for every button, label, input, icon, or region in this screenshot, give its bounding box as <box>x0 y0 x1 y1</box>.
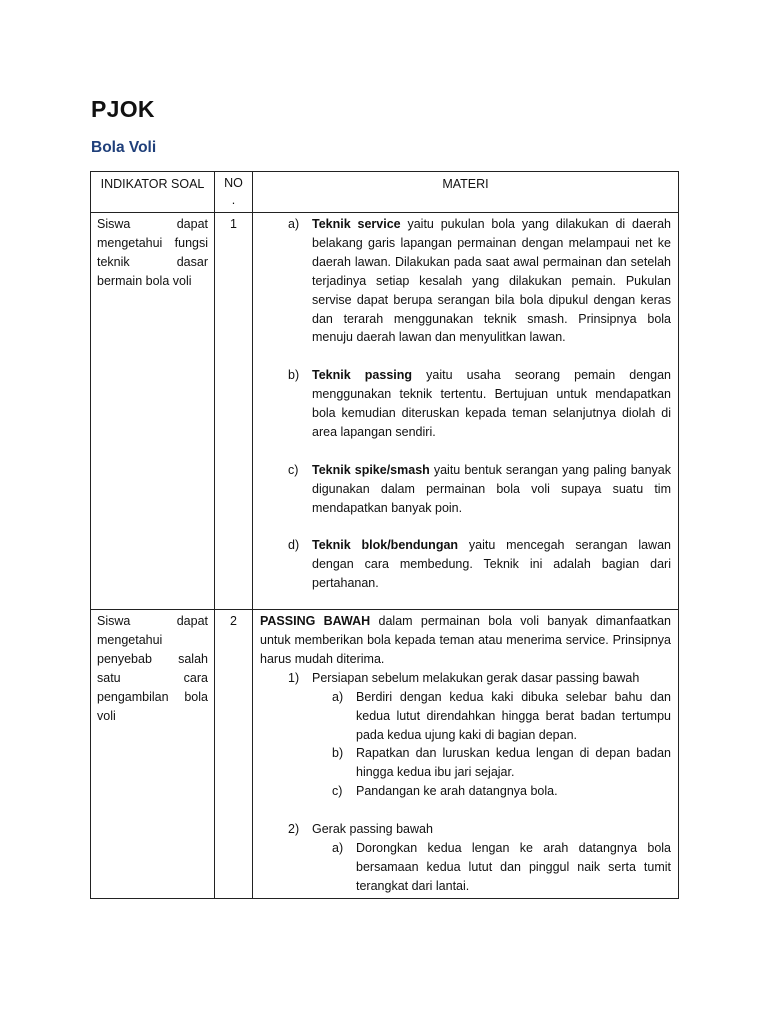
description: yaitu usaha seorang pemain dengan menggunakan teknik tertentu. Bertujuan untuk mendapatkan bola kemudian diteruskan kepada teman selanjutnya diolah di area lapangan sendiri. <box>312 368 671 439</box>
no-cell: 2 <box>215 610 253 899</box>
list-item <box>260 215 671 347</box>
list-marker: a) <box>332 689 344 704</box>
step-marker: 1) <box>288 670 300 685</box>
materi-table <box>90 171 679 899</box>
description: dalam permainan bola voli banyak dimanfaatkan untuk memberikan bola kepada teman atau menerima service. Prinsipnya harus mudah diterima. <box>260 614 671 666</box>
step-marker: 2) <box>288 822 300 837</box>
list-item <box>260 536 671 593</box>
header-materi: MATERI <box>253 172 679 213</box>
term: Teknik blok/bendungan <box>312 538 459 553</box>
term: PASSING BAWAH <box>260 614 371 629</box>
table-row <box>91 213 679 610</box>
list-marker: b) <box>332 746 344 761</box>
list-marker: c) <box>332 784 343 799</box>
indikator-cell: Siswa dapat mengetahui fungsi teknik dasar bermain bola voli <box>91 213 215 610</box>
table-header-row <box>91 172 679 213</box>
sub-list <box>260 688 671 801</box>
no-cell: 1 <box>215 213 253 610</box>
description: Rapatkan dan luruskan kedua lengan di depan badan hingga kedua ibu jari sejajar. <box>356 746 671 780</box>
list-marker: d) <box>288 538 300 553</box>
list-item <box>260 688 671 745</box>
description: Pandangan ke arah datangnya bola. <box>356 784 558 799</box>
materi-cell <box>253 213 679 610</box>
description: yaitu bentuk serangan yang paling banyak digunakan dalam permainan bola voli supaya suatu tim mendapatkan banyak poin. <box>312 462 672 515</box>
indikator-cell: Siswa dapat mengetahui penyebab salah satu cara pengambilan bola voli <box>91 610 215 899</box>
materi-cell <box>253 610 679 899</box>
sub-list <box>260 839 671 896</box>
step-item <box>260 669 671 688</box>
term: Teknik spike/smash <box>312 462 430 477</box>
list-marker: a) <box>332 840 344 855</box>
step-label: Gerak passing bawah <box>312 822 433 837</box>
list-item <box>260 782 671 801</box>
teknik-list <box>260 215 671 593</box>
table-row <box>91 610 679 899</box>
section-title: Bola Voli <box>91 139 157 156</box>
page-title: PJOK <box>91 96 155 122</box>
term: Teknik passing <box>312 368 413 383</box>
term: Teknik service <box>312 217 401 231</box>
description: Dorongkan kedua lengan ke arah datangnya bola bersamaan kedua lutut dan pinggul naik serta tumit terangkat dari lantai. <box>356 840 671 893</box>
description: Berdiri dengan kedua kaki dibuka selebar bahu dan kedua lutut direndahkan hingga berat badan tertumpu pada kedua ujung kaki di bagian depan. <box>356 689 671 742</box>
description: yaitu pukulan bola yang dilakukan di daerah belakang garis lapangan permainan dengan melampaui net ke daerah lawan. Dilakukan pada saat awal permainan dan setelah terjadinya setiap kesalah yang dilakukan pemain. Pukulan servise dapat berupa serangan bila bola dipukul dengan keras dan terarah menggunakan teknik smash. Prinsipnya bola menuju daerah lawan dan menyulitkan lawan. <box>312 217 671 345</box>
list-marker: c) <box>288 462 299 477</box>
step-label: Persiapan sebelum melakukan gerak dasar passing bawah <box>312 670 640 685</box>
list-marker: b) <box>288 368 300 383</box>
intro-paragraph <box>260 612 671 669</box>
step-item <box>260 820 671 839</box>
description: yaitu mencegah serangan lawan dengan cara membedung. Teknik ini adalah bagian dari pertahanan. <box>312 538 671 591</box>
list-item <box>260 839 671 896</box>
list-item <box>260 366 671 442</box>
list-item <box>260 744 671 782</box>
header-no: NO . <box>215 172 253 213</box>
header-indikator: INDIKATOR SOAL <box>91 172 215 213</box>
list-item <box>260 461 671 518</box>
list-marker: a) <box>288 217 300 231</box>
